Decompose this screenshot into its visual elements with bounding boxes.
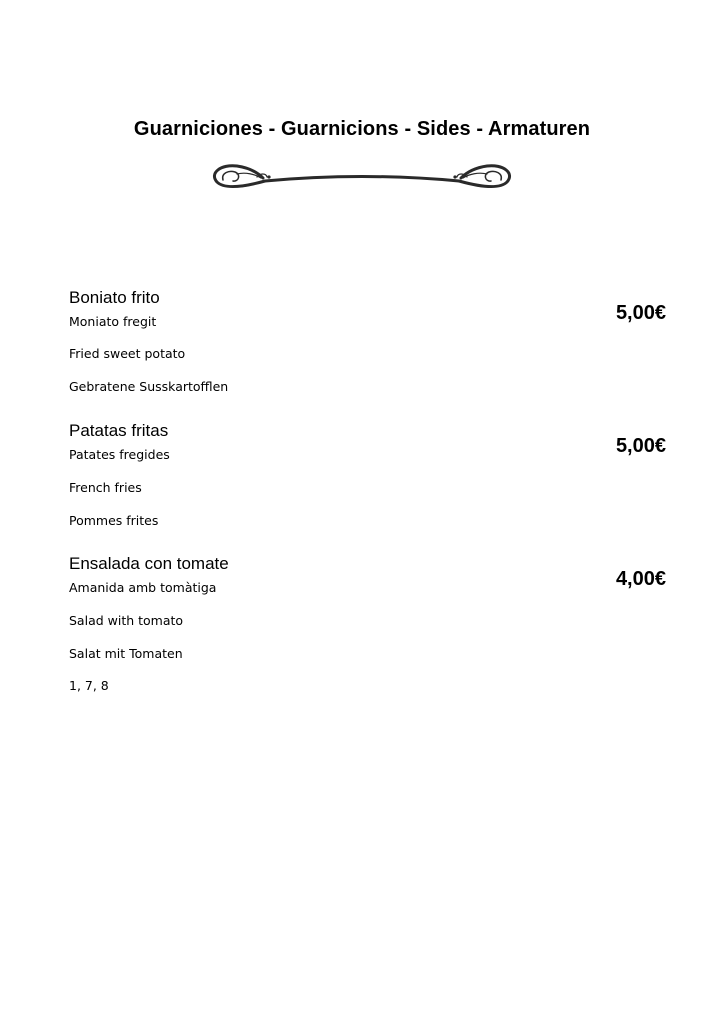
page-title: Guarniciones - Guarnicions - Sides - Armaturen — [133, 118, 591, 140]
item-translation-catalan: Patates fregides — [69, 447, 170, 462]
item-translation-catalan: Amanida amb tomàtiga — [69, 580, 217, 595]
menu-item-ensalada-con-tomate — [69, 554, 669, 664]
ornamental-divider-icon — [207, 160, 517, 196]
menu-item-boniato-frito — [69, 288, 669, 398]
menu-item-patatas-fritas — [69, 421, 669, 531]
item-translation-catalan: Moniato fregit — [69, 314, 157, 329]
item-translation-german: Gebratene Susskartofflen — [69, 379, 229, 394]
item-name: Boniato frito — [69, 288, 160, 307]
item-price: 5,00€ — [615, 302, 666, 324]
item-translation-german: Salat mit Tomaten — [69, 646, 183, 661]
item-translation-english: Salad with tomato — [69, 613, 184, 628]
allergen-codes: 1, 7, 8 — [69, 678, 109, 693]
item-price: 5,00€ — [615, 435, 666, 457]
item-translation-german: Pommes frites — [69, 513, 159, 528]
item-name: Ensalada con tomate — [69, 554, 229, 573]
item-name: Patatas fritas — [69, 421, 169, 440]
item-translation-english: French fries — [69, 480, 142, 495]
item-price: 4,00€ — [615, 568, 666, 590]
item-translation-english: Fried sweet potato — [69, 346, 186, 361]
